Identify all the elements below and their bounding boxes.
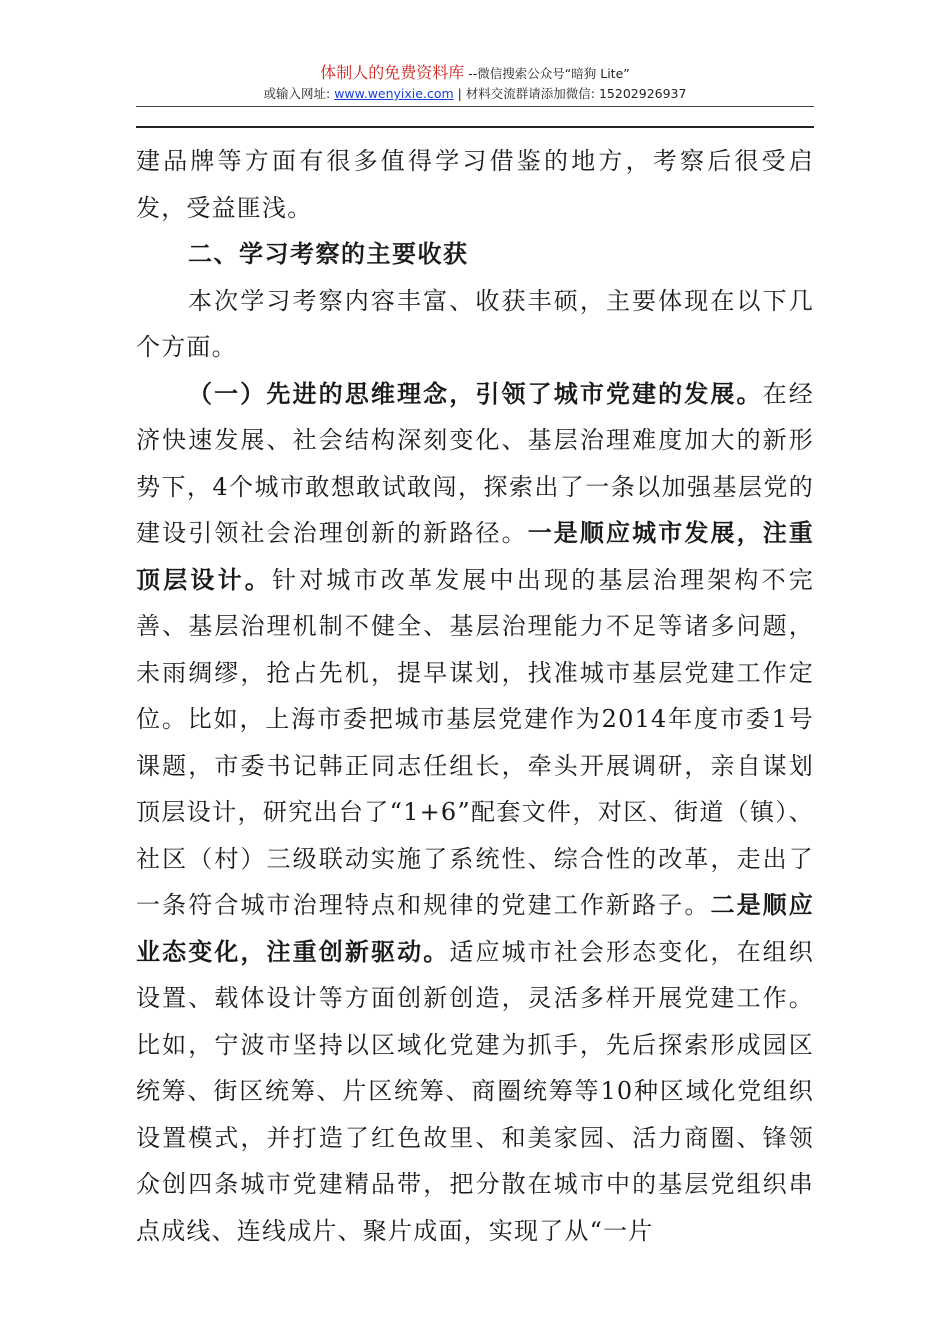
document-header (136, 62, 814, 103)
header-title-line (136, 62, 814, 85)
point-two-title: 二是顺应业态变化，注重创新驱动。 (136, 891, 814, 966)
header-url-line (136, 85, 814, 103)
section-heading: 二、学习考察的主要收获 (188, 240, 469, 268)
paragraph-text-3: 适应城市社会形态变化，在组织设置、载体设计等方面创新创造，灵活多样开展党建工作。比如，宁波市坚持以区域化党建为抓手，先后探索形成园区统筹、街区统筹、片区统筹、商圈统筹等10种区域化党组织设置模式，并打造了红色故里、和美家园、活力商圈、锋领众创四条城市党建精品带，把分散在城市中的基层党组织串点成线、连线成片、聚片成面，实现了从“一片 (136, 937, 814, 1245)
content-divider (136, 126, 814, 128)
point-one-title: 一是顺应城市发展，注重顶层设计。 (136, 519, 815, 594)
document-body (136, 138, 814, 1254)
header-brand: 体制人的免费资料库 (320, 63, 465, 82)
paragraph-text-1: 在经济快速发展、社会结构深刻变化、基层治理难度加大的新形势下，4个城市敢想敢试敢闯，探索出了一条以加强基层党的建设引领社会治理创新的新路径。 (136, 379, 814, 547)
header-url-link[interactable]: www.wenyixie.com (334, 86, 454, 101)
subsection-title: （一）先进的思维理念，引领了城市党建的发展。 (188, 379, 763, 408)
paragraph-intro: 本次学习考察内容丰富、收获丰硕，主要体现在以下几个方面。 (136, 286, 814, 361)
header-url-suffix: | 材料交流群请添加微信: 15202926937 (453, 86, 687, 101)
header-tagline: --微信搜索公众号“暗狗 Lite” (464, 66, 630, 81)
header-divider (136, 106, 814, 107)
paragraph-main (136, 371, 814, 1255)
header-url-prefix: 或输入网址: (263, 86, 335, 101)
paragraph-text-2: 针对城市改革发展中出现的基层治理架构不完善、基层治理机制不健全、基层治理能力不足等诸多问题，未雨绸缪，抢占先机，提早谋划，找准城市基层党建工作定位。比如，上海市委把城市基层党建作为2014年度市委1号课题，市委书记韩正同志任组长，牵头开展调研，亲自谋划顶层设计，研究出台了“1+6”配套文件，对区、街道（镇）、社区（村）三级联动实施了系统性、综合性的改革，走出了一条符合城市治理特点和规律的党建工作新路子。 (136, 565, 814, 919)
paragraph-continuation: 建品牌等方面有很多值得学习借鉴的地方，考察后很受启发，受益匪浅。 (136, 147, 814, 222)
